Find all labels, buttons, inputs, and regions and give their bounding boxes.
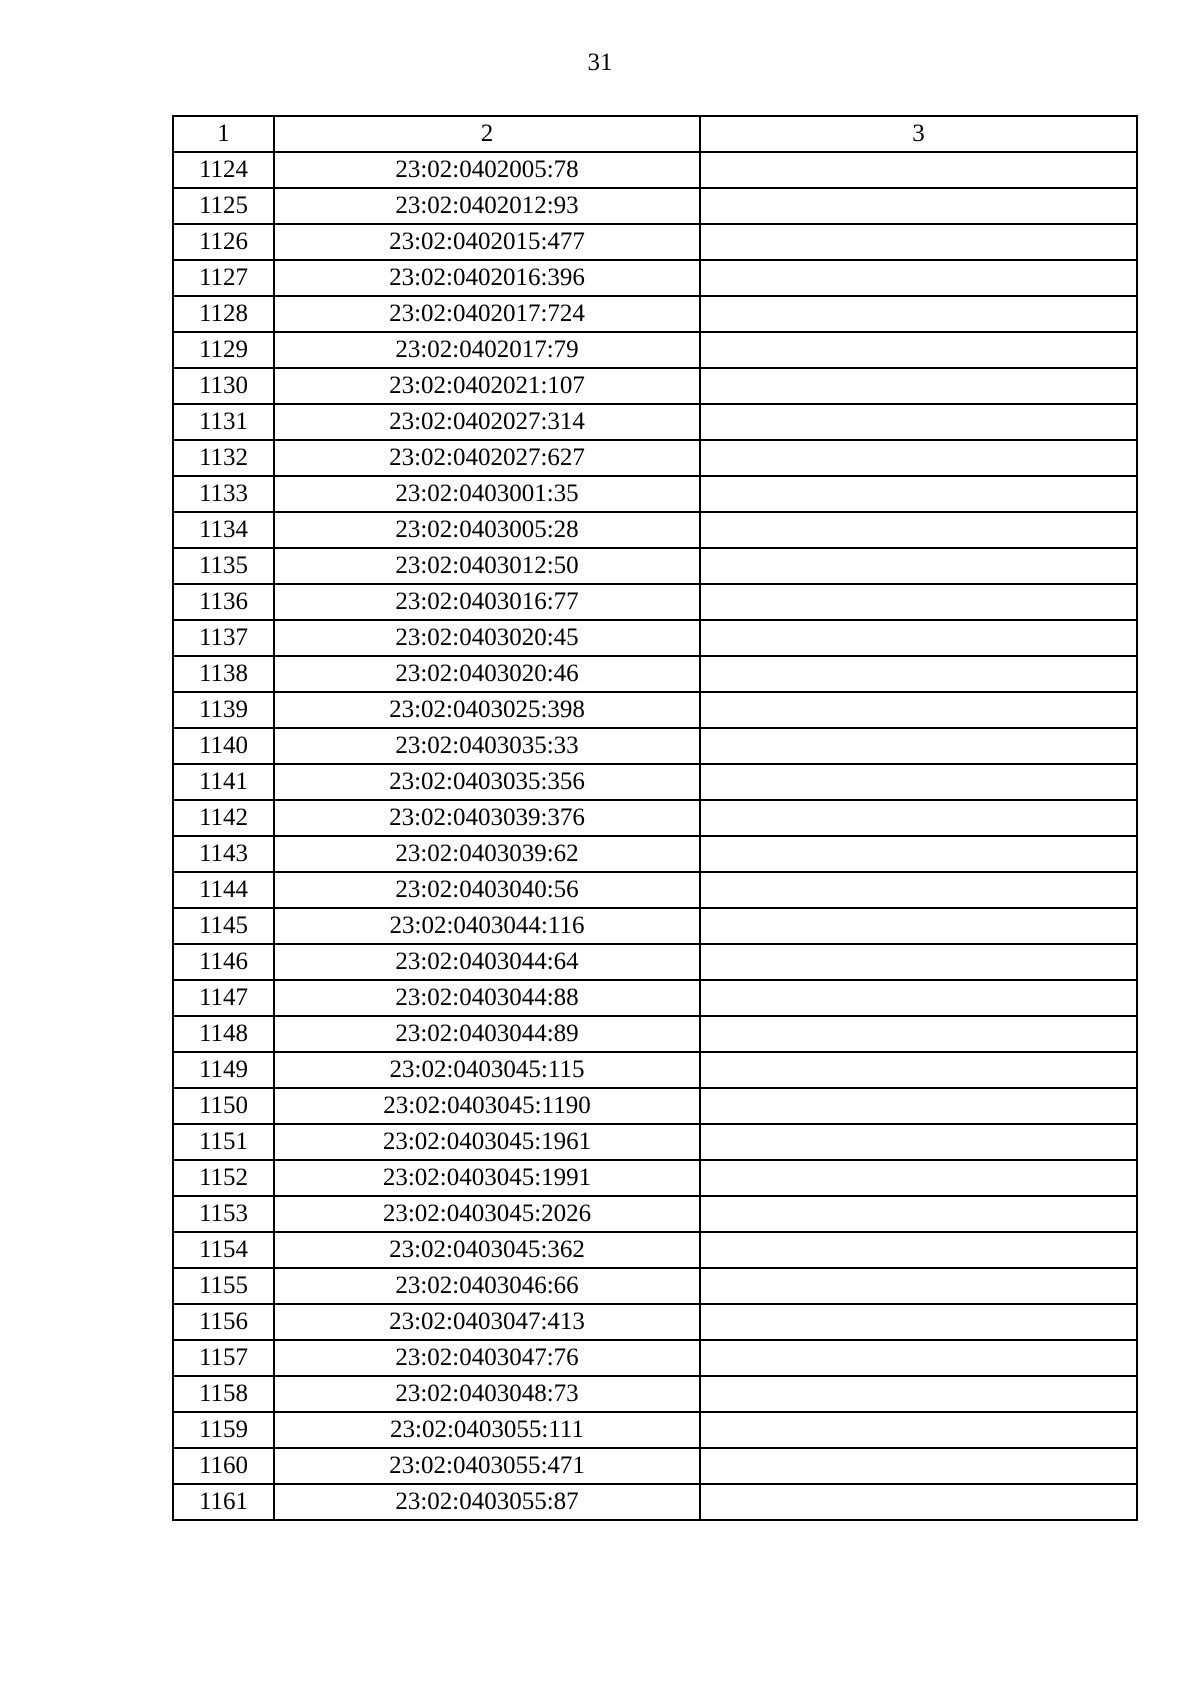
table-row bbox=[173, 980, 1137, 1016]
notes-cell bbox=[700, 1340, 1137, 1376]
column-header-3: 3 bbox=[700, 116, 1137, 152]
row-number-cell: 1147 bbox=[173, 980, 274, 1016]
table-body bbox=[173, 152, 1137, 1520]
cadastral-number-cell: 23:02:0403047:413 bbox=[274, 1304, 700, 1340]
cadastral-number-cell: 23:02:0403001:35 bbox=[274, 476, 700, 512]
column-header-1: 1 bbox=[173, 116, 274, 152]
table-row bbox=[173, 872, 1137, 908]
notes-cell bbox=[700, 872, 1137, 908]
notes-cell bbox=[700, 908, 1137, 944]
cadastral-number-cell: 23:02:0403044:88 bbox=[274, 980, 700, 1016]
row-number-cell: 1152 bbox=[173, 1160, 274, 1196]
notes-cell bbox=[700, 152, 1137, 188]
row-number-cell: 1154 bbox=[173, 1232, 274, 1268]
cadastral-table bbox=[172, 115, 1138, 1521]
cadastral-number-cell: 23:02:0403045:115 bbox=[274, 1052, 700, 1088]
cadastral-number-cell: 23:02:0402021:107 bbox=[274, 368, 700, 404]
column-header-2: 2 bbox=[274, 116, 700, 152]
notes-cell bbox=[700, 1124, 1137, 1160]
row-number-cell: 1133 bbox=[173, 476, 274, 512]
row-number-cell: 1143 bbox=[173, 836, 274, 872]
notes-cell bbox=[700, 440, 1137, 476]
table-header bbox=[173, 116, 1137, 152]
cadastral-number-cell: 23:02:0403045:1190 bbox=[274, 1088, 700, 1124]
table-row bbox=[173, 836, 1137, 872]
table-row bbox=[173, 368, 1137, 404]
table-row bbox=[173, 476, 1137, 512]
header-row bbox=[173, 116, 1137, 152]
table-row bbox=[173, 260, 1137, 296]
table-row bbox=[173, 1088, 1137, 1124]
notes-cell bbox=[700, 296, 1137, 332]
row-number-cell: 1159 bbox=[173, 1412, 274, 1448]
notes-cell bbox=[700, 656, 1137, 692]
table-row bbox=[173, 908, 1137, 944]
notes-cell bbox=[700, 980, 1137, 1016]
row-number-cell: 1160 bbox=[173, 1448, 274, 1484]
table-row bbox=[173, 584, 1137, 620]
row-number-cell: 1134 bbox=[173, 512, 274, 548]
cadastral-number-cell: 23:02:0402017:79 bbox=[274, 332, 700, 368]
cadastral-number-cell: 23:02:0403040:56 bbox=[274, 872, 700, 908]
cadastral-number-cell: 23:02:0403035:33 bbox=[274, 728, 700, 764]
cadastral-number-cell: 23:02:0403020:45 bbox=[274, 620, 700, 656]
table-row bbox=[173, 620, 1137, 656]
row-number-cell: 1142 bbox=[173, 800, 274, 836]
notes-cell bbox=[700, 1448, 1137, 1484]
table-row bbox=[173, 1304, 1137, 1340]
cadastral-number-cell: 23:02:0403035:356 bbox=[274, 764, 700, 800]
row-number-cell: 1132 bbox=[173, 440, 274, 476]
notes-cell bbox=[700, 836, 1137, 872]
notes-cell bbox=[700, 368, 1137, 404]
cadastral-number-cell: 23:02:0403044:116 bbox=[274, 908, 700, 944]
row-number-cell: 1150 bbox=[173, 1088, 274, 1124]
cadastral-number-cell: 23:02:0402027:627 bbox=[274, 440, 700, 476]
cadastral-number-cell: 23:02:0403047:76 bbox=[274, 1340, 700, 1376]
cadastral-number-cell: 23:02:0403045:362 bbox=[274, 1232, 700, 1268]
notes-cell bbox=[700, 1160, 1137, 1196]
notes-cell bbox=[700, 1196, 1137, 1232]
row-number-cell: 1129 bbox=[173, 332, 274, 368]
cadastral-number-cell: 23:02:0403012:50 bbox=[274, 548, 700, 584]
cadastral-number-cell: 23:02:0402005:78 bbox=[274, 152, 700, 188]
cadastral-number-cell: 23:02:0402017:724 bbox=[274, 296, 700, 332]
table-row bbox=[173, 548, 1137, 584]
table-row bbox=[173, 512, 1137, 548]
notes-cell bbox=[700, 224, 1137, 260]
notes-cell bbox=[700, 1016, 1137, 1052]
cadastral-number-cell: 23:02:0403020:46 bbox=[274, 656, 700, 692]
cadastral-number-cell: 23:02:0403039:376 bbox=[274, 800, 700, 836]
table-row bbox=[173, 1412, 1137, 1448]
notes-cell bbox=[700, 512, 1137, 548]
cadastral-number-cell: 23:02:0403045:2026 bbox=[274, 1196, 700, 1232]
notes-cell bbox=[700, 1268, 1137, 1304]
cadastral-number-cell: 23:02:0402016:396 bbox=[274, 260, 700, 296]
row-number-cell: 1145 bbox=[173, 908, 274, 944]
row-number-cell: 1136 bbox=[173, 584, 274, 620]
table-row bbox=[173, 152, 1137, 188]
table-row bbox=[173, 1124, 1137, 1160]
cadastral-number-cell: 23:02:0403055:111 bbox=[274, 1412, 700, 1448]
notes-cell bbox=[700, 728, 1137, 764]
table-row bbox=[173, 800, 1137, 836]
cadastral-number-cell: 23:02:0403039:62 bbox=[274, 836, 700, 872]
notes-cell bbox=[700, 476, 1137, 512]
cadastral-number-cell: 23:02:0403055:471 bbox=[274, 1448, 700, 1484]
notes-cell bbox=[700, 620, 1137, 656]
row-number-cell: 1131 bbox=[173, 404, 274, 440]
table-row bbox=[173, 440, 1137, 476]
table-row bbox=[173, 188, 1137, 224]
cadastral-number-cell: 23:02:0403055:87 bbox=[274, 1484, 700, 1520]
table-row bbox=[173, 1376, 1137, 1412]
notes-cell bbox=[700, 692, 1137, 728]
table-row bbox=[173, 692, 1137, 728]
notes-cell bbox=[700, 944, 1137, 980]
notes-cell bbox=[700, 800, 1137, 836]
page-number: 31 bbox=[587, 49, 613, 76]
notes-cell bbox=[700, 1412, 1137, 1448]
cadastral-number-cell: 23:02:0403045:1991 bbox=[274, 1160, 700, 1196]
table-row bbox=[173, 944, 1137, 980]
notes-cell bbox=[700, 1484, 1137, 1520]
row-number-cell: 1155 bbox=[173, 1268, 274, 1304]
row-number-cell: 1144 bbox=[173, 872, 274, 908]
row-number-cell: 1161 bbox=[173, 1484, 274, 1520]
notes-cell bbox=[700, 1088, 1137, 1124]
row-number-cell: 1125 bbox=[173, 188, 274, 224]
table-row bbox=[173, 1268, 1137, 1304]
table-row bbox=[173, 728, 1137, 764]
table-row bbox=[173, 1448, 1137, 1484]
row-number-cell: 1156 bbox=[173, 1304, 274, 1340]
table-row bbox=[173, 1484, 1137, 1520]
notes-cell bbox=[700, 1304, 1137, 1340]
notes-cell bbox=[700, 1052, 1137, 1088]
cadastral-number-cell: 23:02:0402012:93 bbox=[274, 188, 700, 224]
row-number-cell: 1128 bbox=[173, 296, 274, 332]
table-row bbox=[173, 332, 1137, 368]
notes-cell bbox=[700, 1376, 1137, 1412]
table-row bbox=[173, 656, 1137, 692]
row-number-cell: 1137 bbox=[173, 620, 274, 656]
row-number-cell: 1126 bbox=[173, 224, 274, 260]
table-row bbox=[173, 1016, 1137, 1052]
row-number-cell: 1130 bbox=[173, 368, 274, 404]
row-number-cell: 1158 bbox=[173, 1376, 274, 1412]
notes-cell bbox=[700, 404, 1137, 440]
notes-cell bbox=[700, 188, 1137, 224]
row-number-cell: 1140 bbox=[173, 728, 274, 764]
table-row bbox=[173, 764, 1137, 800]
cadastral-number-cell: 23:02:0403025:398 bbox=[274, 692, 700, 728]
row-number-cell: 1153 bbox=[173, 1196, 274, 1232]
notes-cell bbox=[700, 260, 1137, 296]
notes-cell bbox=[700, 332, 1137, 368]
cadastral-number-cell: 23:02:0403048:73 bbox=[274, 1376, 700, 1412]
notes-cell bbox=[700, 1232, 1137, 1268]
row-number-cell: 1149 bbox=[173, 1052, 274, 1088]
cadastral-number-cell: 23:02:0403044:89 bbox=[274, 1016, 700, 1052]
row-number-cell: 1138 bbox=[173, 656, 274, 692]
notes-cell bbox=[700, 548, 1137, 584]
cadastral-number-cell: 23:02:0403016:77 bbox=[274, 584, 700, 620]
cadastral-number-cell: 23:02:0403046:66 bbox=[274, 1268, 700, 1304]
row-number-cell: 1157 bbox=[173, 1340, 274, 1376]
cadastral-number-cell: 23:02:0403005:28 bbox=[274, 512, 700, 548]
row-number-cell: 1146 bbox=[173, 944, 274, 980]
row-number-cell: 1151 bbox=[173, 1124, 274, 1160]
row-number-cell: 1139 bbox=[173, 692, 274, 728]
notes-cell bbox=[700, 584, 1137, 620]
table-row bbox=[173, 1160, 1137, 1196]
table-row bbox=[173, 404, 1137, 440]
cadastral-number-cell: 23:02:0402015:477 bbox=[274, 224, 700, 260]
table-row bbox=[173, 1340, 1137, 1376]
cadastral-number-cell: 23:02:0402027:314 bbox=[274, 404, 700, 440]
row-number-cell: 1124 bbox=[173, 152, 274, 188]
notes-cell bbox=[700, 764, 1137, 800]
table-row bbox=[173, 1232, 1137, 1268]
table-row bbox=[173, 296, 1137, 332]
table-row bbox=[173, 1196, 1137, 1232]
row-number-cell: 1127 bbox=[173, 260, 274, 296]
table-row bbox=[173, 224, 1137, 260]
table-row bbox=[173, 1052, 1137, 1088]
row-number-cell: 1141 bbox=[173, 764, 274, 800]
cadastral-number-cell: 23:02:0403044:64 bbox=[274, 944, 700, 980]
row-number-cell: 1135 bbox=[173, 548, 274, 584]
row-number-cell: 1148 bbox=[173, 1016, 274, 1052]
cadastral-number-cell: 23:02:0403045:1961 bbox=[274, 1124, 700, 1160]
